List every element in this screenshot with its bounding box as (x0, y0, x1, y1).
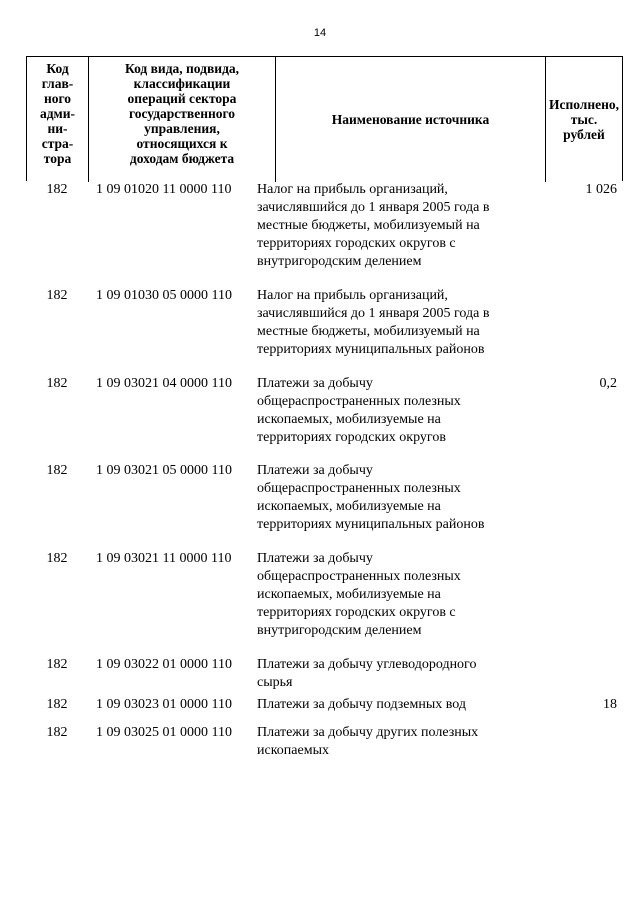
cell-executed-amount: 18 (603, 697, 617, 712)
cell-source-name: Платежи за добычу подземных вод (257, 697, 467, 712)
cell-classification-code: 1 09 01020 11 0000 110 (96, 182, 232, 197)
cell-source-name: Платежи за добычу общераспространенных полезных ископаемых, мобилизуемые на территориях городских округов с внутригородским делением (257, 551, 461, 638)
cell-classification-code: 1 09 03021 04 0000 110 (96, 376, 232, 391)
cell-admin-code: 182 (46, 376, 68, 391)
cell-executed-amount: 0,2 (599, 376, 617, 391)
header-source-name-label: Наименование источника (331, 112, 490, 127)
header-classification-code (89, 57, 276, 182)
cell-classification-code: 1 09 03021 11 0000 110 (96, 551, 232, 566)
cell-admin-code: 182 (46, 182, 68, 197)
header-admin-code (27, 57, 89, 182)
page-number: 14 (313, 27, 327, 39)
cell-source-name: Налог на прибыль организаций, зачислявшийся до 1 января 2005 года в местные бюджеты, мобилизуемый на территориях муниципальных районов (257, 288, 490, 357)
header-source-name (276, 57, 546, 182)
table-header (26, 56, 623, 181)
cell-source-name: Платежи за добычу других полезных ископаемых (257, 725, 479, 758)
cell-classification-code: 1 09 03023 01 0000 110 (96, 697, 232, 712)
cell-classification-code: 1 09 03025 01 0000 110 (96, 725, 232, 740)
header-classification-code-label: Код вида, подвида, классификации операций сектора государственного управления, относящихся к доходам бюджета (124, 61, 240, 166)
header-executed-label: Исполнено, тыс. рублей (548, 97, 620, 142)
cell-admin-code: 182 (46, 697, 68, 712)
cell-classification-code: 1 09 01030 05 0000 110 (96, 288, 232, 303)
cell-source-name: Платежи за добычу общераспространенных полезных ископаемых, мобилизуемые на территориях муниципальных районов (257, 463, 485, 532)
cell-source-name: Платежи за добычу общераспространенных полезных ископаемых, мобилизуемые на территориях городских округов (257, 376, 461, 445)
cell-executed-amount: 1 026 (585, 182, 617, 197)
cell-admin-code: 182 (46, 551, 68, 566)
cell-classification-code: 1 09 03022 01 0000 110 (96, 657, 232, 672)
cell-source-name: Налог на прибыль организаций, зачислявшийся до 1 января 2005 года в местные бюджеты, мобилизуемый на территориях городских округов с внутригородским делением (257, 182, 490, 269)
cell-admin-code: 182 (46, 725, 68, 740)
cell-classification-code: 1 09 03021 05 0000 110 (96, 463, 232, 478)
cell-source-name: Платежи за добычу углеводородного сырья (257, 657, 477, 690)
cell-admin-code: 182 (46, 657, 68, 672)
cell-admin-code: 182 (46, 288, 68, 303)
header-executed (546, 57, 622, 182)
cell-admin-code: 182 (46, 463, 68, 478)
header-admin-code-label: Код глав- ного адми- ни- стра- тора (39, 61, 76, 166)
